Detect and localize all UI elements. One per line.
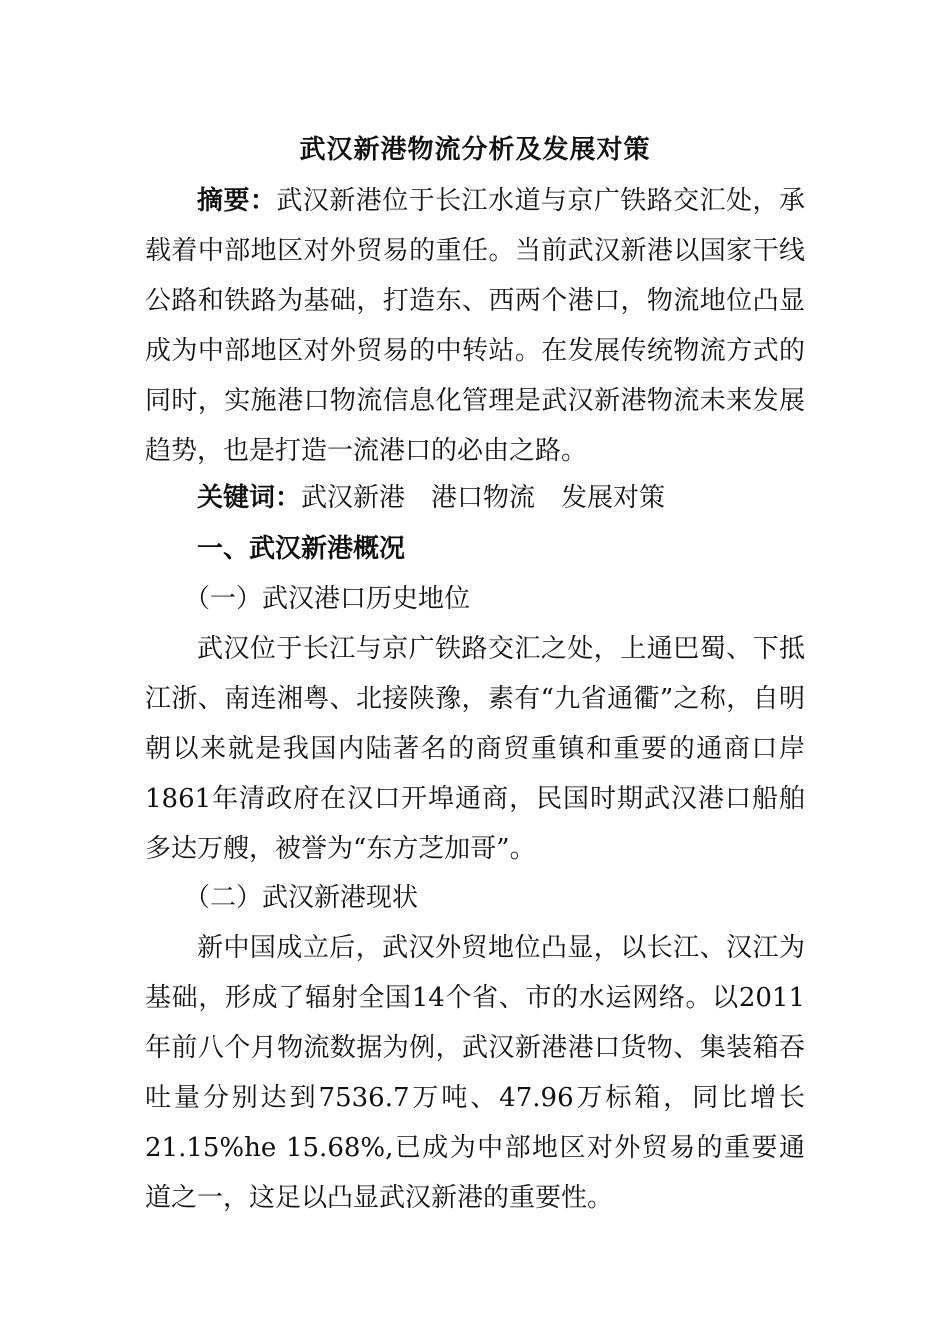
keyword-item: 发展对策 <box>561 483 666 513</box>
abstract-label: 摘要： <box>197 186 277 216</box>
subsection-heading: （二）武汉新港现状 <box>184 883 419 913</box>
abstract-text: 武汉新港位于长江水道与京广铁路交汇处，承载着中部地区对外贸易的重任。当前武汉新港以国家干线公路和铁路为基础，打造东、西两个港口，物流地位凸显成为中部地区对外贸易的中转站。在发展传统物流方式的同时，实施港口物流信息化管理是武汉新港物流未来发展趋势，也是打造一流港口的必由之路。 <box>145 186 805 466</box>
document-title: 武汉新港物流分析及发展对策 <box>299 135 651 165</box>
status-paragraph: 新中国成立后，武汉外贸地位凸显，以长江、汉江为基础，形成了辐射全国14个省、市的水运网络。以2011年前八个月物流数据为例，武汉新港港口货物、集装箱吞吐量分别达到7536.7万吨、47.96万标箱，同比增长21.15%he 15.68%,已成为中部地区对外贸易的重要通道之一，这足以凸显武汉新港的重要性。 <box>145 933 805 1213</box>
subsection-heading: （一）武汉港口历史地位 <box>184 584 471 614</box>
keyword-item: 武汉新港 <box>301 483 406 513</box>
abstract-paragraph <box>145 176 805 476</box>
history-paragraph: 武汉位于长江与京广铁路交汇之处，上通巴蜀、下抵江浙、南连湘粤、北接陕豫，素有“九省通衢”之称，自明朝以来就是我国内陆著名的商贸重镇和重要的通商口岸1861年清政府在汉口开埠通商，民国时期武汉港口船舶多达万艘，被誉为“东方芝加哥”。 <box>145 634 805 864</box>
section-heading: 一、武汉新港概况 <box>197 534 406 564</box>
keywords-line <box>197 473 665 523</box>
keyword-item: 港口物流 <box>431 483 536 513</box>
keywords-label: 关键词： <box>197 483 302 513</box>
